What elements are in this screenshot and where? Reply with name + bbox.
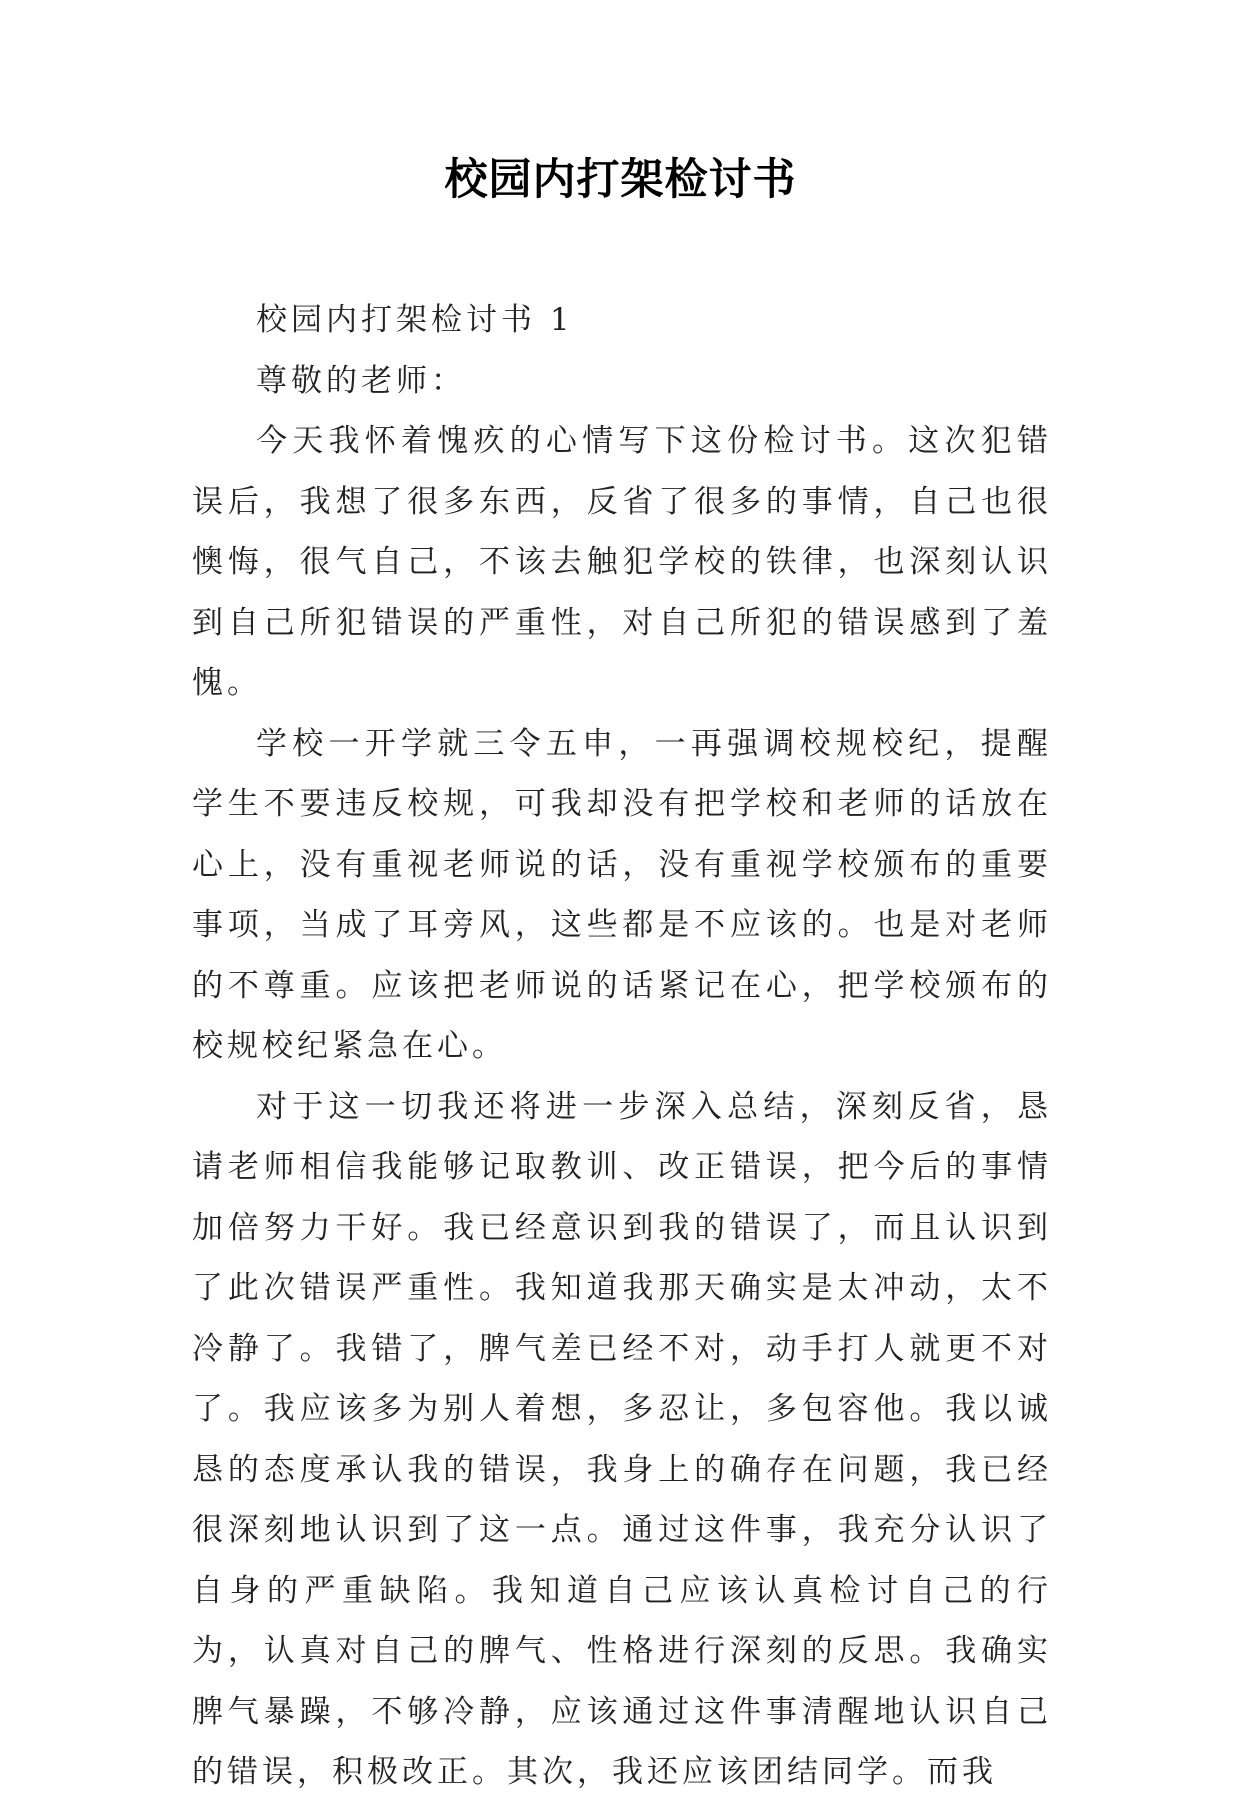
document-title: 校园内打架检讨书	[444, 155, 797, 205]
body-paragraph: 对于这一切我还将进一步深入总结，深刻反省，恳请老师相信我能够记取教训、改正错误，把今后的事情加倍努力干好。我已经意识到我的错误了，而且认识到了此次错误严重性。我知道我那天确实是太冲动，太不冷静了。我错了，脾气差已经不对，动手打人就更不对了。我应该多为别人着想，多忍让，多包容他。我以诚恳的态度承认我的错误，我身上的确存在问题，我已经很深刻地认识到了这一点。通过这件事，我充分认识了自身的严重缺陷。我知道自己应该认真检讨自己的行为，认真对自己的脾气、性格进行深刻的反思。我确实脾气暴躁，不够冷静，应该通过这件事清醒地认识自己的错误，积极改正。其次，我还应该团结同学。而我	[192, 1088, 1052, 1790]
document-body	[192, 290, 1052, 1803]
salutation-paragraph: 尊敬的老师：	[256, 362, 466, 399]
body-paragraph: 学校一开学就三令五申，一再强调校规校纪，提醒学生不要违反校规，可我却没有把学校和老师的话放在心上，没有重视老师说的话，没有重视学校颁布的重要事项，当成了耳旁风，这些都是不应该的。也是对老师的不尊重。应该把老师说的话紧记在心，把学校颁布的校规校纪紧急在心。	[192, 725, 1052, 1064]
subtitle-paragraph: 校园内打架检讨书 1	[256, 302, 574, 338]
body-paragraph: 今天我怀着愧疚的心情写下这份检讨书。这次犯错误后，我想了很多东西，反省了很多的事情，自己也很懊悔，很气自己，不该去触犯学校的铁律，也深刻认识到自己所犯错误的严重性，对自己所犯的错误感到了羞愧。	[192, 423, 1052, 701]
